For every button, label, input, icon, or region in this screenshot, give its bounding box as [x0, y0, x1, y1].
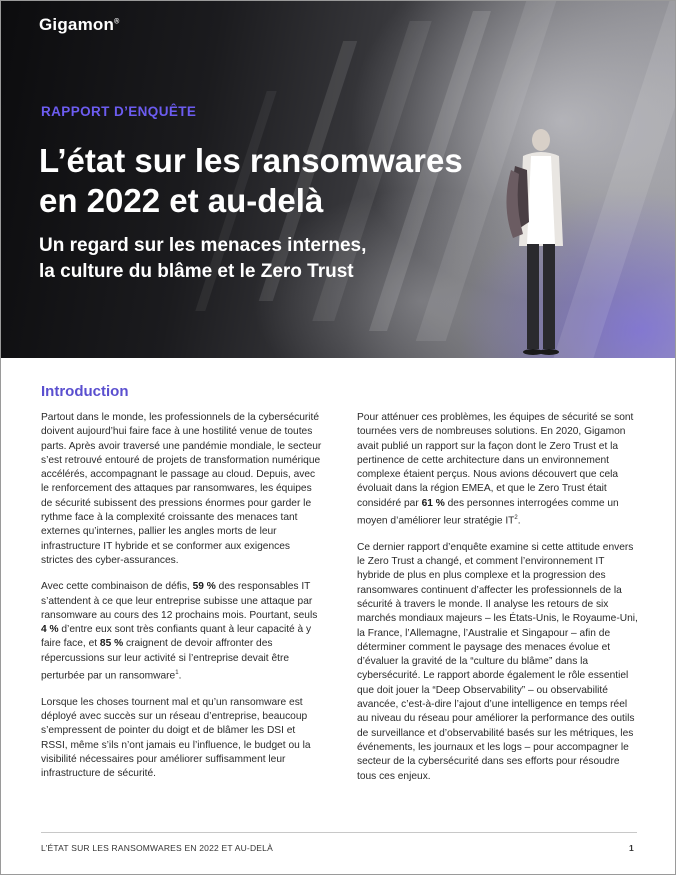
text-run: .: [517, 515, 521, 527]
hero-banner: [1, 1, 675, 358]
left-text-column: [41, 411, 323, 794]
paragraph: Ce dernier rapport d’enquête examine si cette attitude envers le Zero Trust a changé, et comment l’environnement IT hybride de plus en plus complexe et la progression des ransomwares continuent d’affecter les professionnels de la sécurité à travers le monde. Il analyse les retours de six marchés mondiaux majeurs – les États-Unis, le Royaume-Uni, la France, l’Allemagne, l’Australie et Singapour – afin de déterminer comment le paysage des menaces évolue et d’évaluer la gravité de la “culture du blâme” dans la cybersécurité. Le rapport aborde également le rôle essentiel que doit jouer la “Deep Observability” – ou observabilité avancée, c’est-à-dire l’ajout d’une intelligence en temps réel au niveau du réseau pour améliorer la performance des outils de surveillance et d’observabilité basés sur les métriques, les événements, les journaux et les logs – pour accompagner le secteur de la cybersécurité dans ses efforts pour résoudre tous ces enjeux.: [357, 541, 638, 782]
company-logo: [39, 15, 119, 35]
footnote-ref: 1: [175, 670, 179, 677]
title-line: en 2022 et au-delà: [39, 182, 324, 219]
text-run: des responsables IT s’attendent à ce que leur entreprise subisse une attaque par ransomware au cours des 12 prochains mois. Pourtant, seuls: [41, 581, 318, 621]
stat-highlight: 61 %: [421, 497, 445, 509]
text-run: Avec cette combinaison de défis,: [41, 581, 193, 593]
stat-highlight: 4 %: [41, 624, 59, 636]
registered-mark: ®: [114, 18, 120, 26]
footnote-ref: 2: [514, 515, 518, 522]
text-run: .: [178, 670, 182, 682]
title-line: L’état sur les ransomwares: [39, 142, 463, 179]
paragraph-stats: [41, 580, 323, 683]
text-run: des personnes interrogées comme un moyen d’améliorer leur stratégie IT: [357, 497, 619, 527]
logo-text: Gigamon: [39, 15, 115, 34]
paragraph-stats: [357, 411, 639, 529]
footer-divider: [41, 832, 637, 833]
subtitle-line: la culture du blâme et le Zero Trust: [39, 261, 354, 282]
footer-running-title: L’ÉTAT SUR LES RANSOMWARES EN 2022 ET AU-DELÀ: [41, 843, 273, 853]
report-subtitle: [39, 233, 599, 285]
paragraph: Partout dans le monde, les professionnels de la cybersécurité doivent aujourd’hui faire face à une hostilité venue de toutes parts. Après avoir traversé une pandémie mondiale, le secteur s’est retrouvé entouré de projets de transformation numérique accélérés, accompagnant le passage au cloud. Depuis, avec le renforcement des attaques par ransomwares, les équipes de sécurité subissent des pressions énormes pour garder le rythme face à la complexité croissante des menaces tant externes qu’internes, pallier les angles morts de leur infrastructure IT hybride et se conformer aux exigences strictes des cyber-assurances.: [41, 412, 322, 566]
paragraph: Lorsque les choses tournent mal et qu’un ransomware est déployé avec succès sur un réseau d’entreprise, beaucoup s’empressent de pointer du doigt et de blâmer les DSI et RSSI, même s’ils n’ont jamais eu l’influence, le budget ou la visibilité nécessaires pour améliorer suffisamment leur infrastructure de sécurité.: [41, 696, 311, 780]
page-number: 1: [629, 843, 634, 853]
section-heading: Introduction: [41, 383, 129, 400]
text-run: Pour atténuer ces problèmes, les équipes de sécurité se sont tournées vers de nombreuses solutions. En 2020, Gigamon avait publié un rapport sur la façon dont le Zero Trust et la pertinence de cette architecture dans un environnement complexe étaient perçus. Nous avions découvert que cela évoluait dans la région EMEA, et que le Zero Trust était considéré par: [357, 412, 634, 509]
stat-highlight: 59 %: [192, 581, 216, 593]
right-text-column: [357, 411, 639, 796]
report-kicker: RAPPORT D’ENQUÊTE: [41, 104, 197, 119]
subtitle-line: Un regard sur les menaces internes,: [39, 235, 367, 256]
stat-highlight: 85 %: [99, 638, 124, 650]
report-title: [39, 141, 599, 221]
text-run: craignent de devoir affronter des répercussions sur leur activité si l’entreprise devait être perturbée par un ransomware: [41, 638, 290, 682]
text-run: d’entre eux sont très confiants quant à leur capacité à y faire face, et: [41, 624, 312, 650]
